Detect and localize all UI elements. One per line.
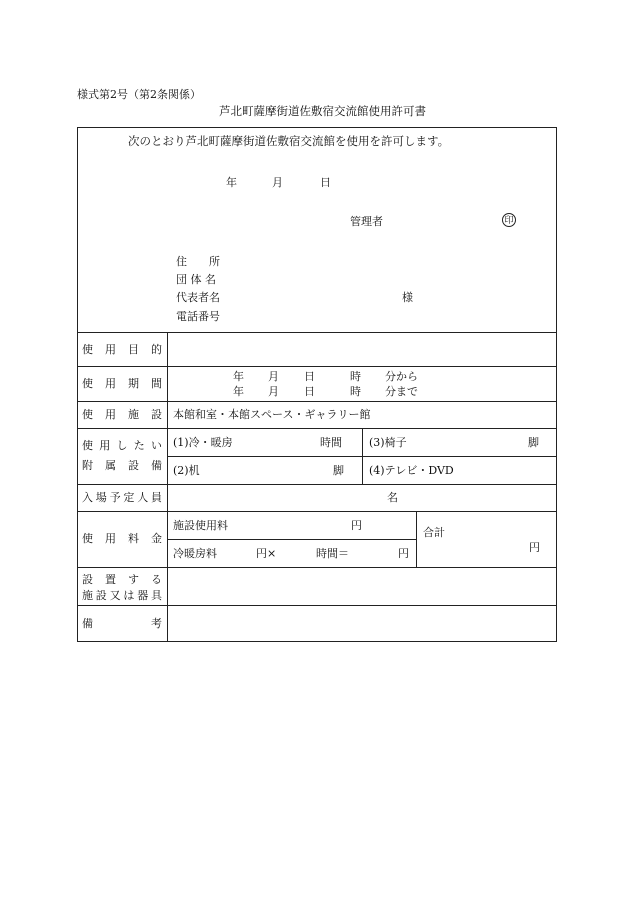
facility-value: 本館和室・本館スペース・ギャラリー館 [173,408,371,421]
label-char: 施 [128,408,139,421]
label-char: し [116,439,128,452]
phone-label: 電話番号 [176,310,220,323]
label-char: 用 [105,408,116,421]
label-char: 器 [137,589,149,602]
equipment-item-desk: (2)机 [173,464,200,477]
period-end-year: 年 [233,385,244,398]
label-char: る [151,573,162,586]
label-char: 料 [128,532,139,545]
period-start-minute: 分から [385,370,418,383]
label-char: 施 [82,589,93,602]
fee-ac-hours-equals: 時間＝ [316,547,349,560]
fee-ac-yen-times: 円× [256,547,277,560]
label-char: 人 [137,491,149,504]
label-column-divider [167,332,168,642]
page-title: 芦北町薩摩街道佐敷宿交流館使用許可書 [219,104,426,118]
label-char: 場 [95,491,107,504]
fee-total-label: 合計 [423,526,445,539]
label-char: 設 [151,408,162,421]
label-char: 員 [150,491,162,504]
period-start-hour: 時 [350,370,361,383]
facility-label [82,409,162,420]
period-end-day: 日 [304,385,315,398]
label-char: 用 [105,377,116,390]
fee-total-divider [416,511,417,567]
label-char: 金 [151,532,162,545]
representative-label: 代表者名 [176,291,220,304]
form-number: 様式第2号（第2条関係） [77,88,201,101]
label-char: 属 [105,459,116,472]
label-char: 用 [105,343,116,356]
label-char: 使 [82,532,93,545]
divider-attendance [77,511,557,512]
label-char: 具 [150,589,162,602]
seal-mark: 印 [502,213,516,227]
label-char: 使 [82,408,93,421]
period-end-minute: 分まで [385,385,418,398]
installation-label-line1 [82,574,162,585]
divider-facility [77,428,557,429]
label-char: 使 [82,343,93,356]
period-end-hour: 時 [350,385,361,398]
period-start-month: 月 [268,370,279,383]
label-char: 目 [128,343,139,356]
label-char: 入 [82,491,93,504]
label-char: 設 [128,459,139,472]
remarks-label [82,618,162,629]
equipment-label-line2 [82,460,162,471]
intro-text: 次のとおり芦北町薩摩街道佐敷宿交流館を使用を許可します。 [128,134,450,148]
label-char: 備 [82,617,93,630]
period-end-month: 月 [268,385,279,398]
label-char: 定 [123,491,135,504]
purpose-label [82,344,162,355]
fee-facility-label: 施設使用料 [173,519,228,532]
equipment-item-ac-unit: 時間 [320,436,342,449]
label-char: い [151,439,162,452]
date-month: 月 [272,176,283,189]
label-char: 用 [105,532,116,545]
fee-total-unit: 円 [529,541,540,554]
honorific: 様 [402,291,413,304]
divider-purpose [77,366,557,367]
label-char: 又 [109,589,121,602]
divider-fee [77,567,557,568]
label-char: 期 [128,377,139,390]
equipment-item-ac: (1)冷・暖房 [173,436,233,449]
label-char: す [128,573,139,586]
date-day: 日 [320,176,331,189]
divider-installation [77,605,557,606]
label-char: 考 [151,617,162,630]
label-char: 使 [82,439,93,452]
label-char: は [123,589,135,602]
fee-ac-unit: 円 [398,547,409,560]
label-char: 設 [82,573,93,586]
attendance-label [82,492,162,503]
divider-fee-mid [167,539,416,540]
label-char: 予 [109,491,121,504]
label-char: た [133,439,145,452]
date-year: 年 [226,176,237,189]
label-char: 附 [82,459,93,472]
label-char: 備 [151,459,162,472]
divider-header [77,332,557,333]
equipment-item-tv: (4)テレビ・DVD [369,464,454,477]
fee-facility-unit: 円 [351,519,362,532]
divider-period [77,401,557,402]
label-char: 間 [151,377,162,390]
attendance-unit: 名 [387,491,398,504]
label-char: 設 [95,589,107,602]
fee-ac-label: 冷暖房料 [173,547,217,560]
group-name-label: 団 体 名 [176,273,216,286]
period-start-day: 日 [304,370,315,383]
period-start-year: 年 [233,370,244,383]
equipment-label-line1 [82,440,162,451]
address-label: 住 所 [176,255,220,268]
equipment-item-desk-unit: 脚 [333,464,344,477]
installation-label-line2 [82,590,162,601]
equipment-item-chair: (3)椅子 [369,436,407,449]
equipment-item-chair-unit: 脚 [528,436,539,449]
label-char: 用 [99,439,111,452]
period-label [82,378,162,389]
label-char: 置 [105,573,116,586]
fee-label [82,533,162,544]
manager-label: 管理者 [350,215,383,228]
equipment-column-divider [362,428,363,484]
divider-equipment [77,484,557,485]
label-char: 使 [82,377,93,390]
label-char: 的 [151,343,162,356]
